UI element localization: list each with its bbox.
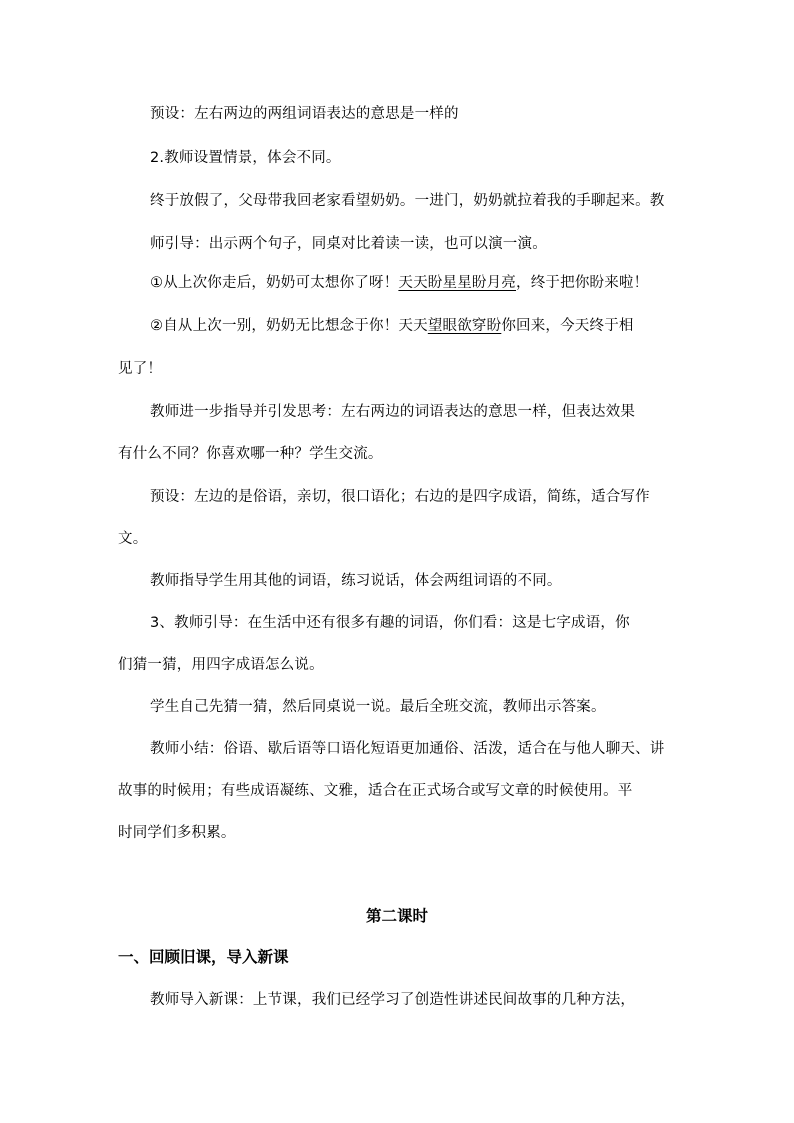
paragraph-line: 故事的时候用；有些成语凝练、文雅，适合在正式场合或写文章的时候使用。平 [118,783,633,799]
section-title: 第二课时 [365,907,428,925]
underlined-phrase: 望眼欲穿盼 [427,318,502,334]
paragraph-line: 教师指导学生用其他的词语，练习说话，体会两组词语的不同。 [150,573,562,589]
sentence-example-1 [150,273,648,293]
paragraph-line: 教师导入新课：上节课，我们已经学习了创造性讲述民间故事的几种方法， [150,992,636,1008]
paragraph-line: 2.教师设置情景，体会不同。 [150,150,341,166]
paragraph-line: 时同学们多积累。 [118,825,236,841]
paragraph-line: 3、教师引导：在生活中还有很多有趣的词语，你们看：这是七字成语，你 [150,615,630,631]
paragraph-line: 文。 [118,531,148,547]
paragraph-line: 教师小结：俗语、歇后语等口语化短语更加通俗、活泼，适合在与他人聊天、讲 [150,741,665,757]
sentence-text: 你回来，今天终于相 [501,318,634,334]
sentence-example-2 [150,316,634,336]
sentence-text: ，终于把你盼来啦！ [516,275,649,291]
paragraph-line: 教师进一步指导并引发思考：左右两边的词语表达的意思一样，但表达效果 [150,404,636,420]
paragraph-line: 终于放假了，父母带我回老家看望奶奶。一进门，奶奶就拉着我的手聊起来。教 [150,193,665,209]
paragraph-line: 预设：左右两边的两组词语表达的意思是一样的 [150,106,459,122]
paragraph-line: 预设：左边的是俗语，亲切，很口语化；右边的是四字成语，简练，适合写作 [150,489,650,505]
sentence-text: ①从上次你走后，奶奶可太想你了呀！ [150,275,399,291]
paragraph-line: 学生自己先猜一猜，然后同桌说一说。最后全班交流，教师出示答案。 [150,699,606,715]
paragraph-line: 见了！ [118,361,163,377]
subheading: 一、回顾旧课，导入新课 [118,948,289,966]
sentence-text: 天天 [398,318,428,334]
paragraph-line: 有什么不同？你喜欢哪一种？学生交流。 [118,446,383,462]
sentence-text: ②自从上次一别，奶奶无比想念于你！ [150,318,399,334]
paragraph-line: 们猜一猜，用四字成语怎么说。 [118,657,324,673]
underlined-phrase: 天天盼星星盼月亮 [398,275,517,291]
paragraph-line: 师引导：出示两个句子，同桌对比着读一读，也可以演一演。 [150,236,547,252]
